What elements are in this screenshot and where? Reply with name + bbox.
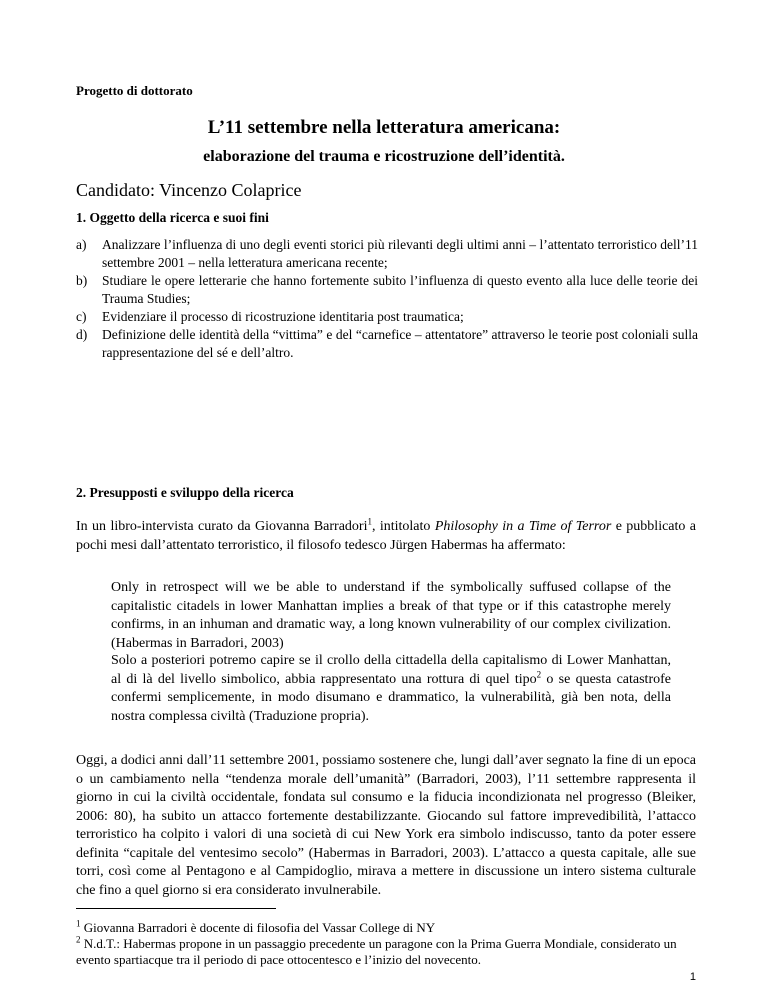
intro-text-b: , intitolato <box>371 519 435 534</box>
document-title: L’11 settembre nella letteratura americana: <box>207 117 561 138</box>
list-item <box>76 272 698 308</box>
footnote-text: N.d.T.: Habermas propone in un passaggio precedente un paragone con la Prima Guerra Mondiale, considerato un evento spartiacque tra il periodo di pace ottocentesco e l’inizio del novecento. <box>76 936 677 967</box>
list-item <box>76 326 698 362</box>
footnote-2 <box>76 936 696 968</box>
footnote-1 <box>76 920 696 936</box>
list-item <box>76 236 698 272</box>
footnote-number: 1 <box>76 918 81 929</box>
quote-english: Only in retrospect will we be able to understand if the symbolically suffused collapse of the capitalistic citadels in lower Manhattan implies a break of that type or if this catastrophe merely confirms, in an inhuman and dramatic way, a long known vulnerability of our complex civilization. (Habermas in Barradori, 2003) <box>111 580 671 651</box>
quote-italian-text-a: Solo a posteriori potremo capire se il crollo della cittadella della capitalismo di Lower Manhattan, al di là del livello simbolico, abbia rappresentato una rottura di quel tipo <box>111 653 671 687</box>
book-title: Philosophy in a Time of Terror <box>434 519 612 534</box>
footnote-ref-1: 1 <box>367 516 372 527</box>
document-subtitle: elaborazione del trauma e ricostruzione dell’identità. <box>203 148 565 165</box>
quote-italian <box>111 652 671 726</box>
intro-paragraph <box>76 518 696 555</box>
list-marker: a) <box>76 237 87 252</box>
intro-text-a: In un libro-intervista curato da Giovanna Barradori <box>76 519 368 534</box>
intro-text-c: e pubblicato a pochi mesi dall’attentato terroristico, il filosofo tedesco Jürgen Habermas ha affermato: <box>76 519 697 553</box>
list-item <box>76 308 698 326</box>
body-paragraph: Oggi, a dodici anni dall’11 settembre 2001, possiamo sostenere che, lungi dall’aver segnato la fine di un epoca o un cambiamento nella “tendenza morale dell’umanità” (Barradori, 2003), l’11 settembre rappresenta il giorno in cui la civiltà occidentale, fondata sul consumo e la fiducia incondizionata nel progresso (Bleiker, 2006: 80), ha subito un attacco fortemente destabilizzante. Giocando sul fattore imprevedibilità, l’attacco terroristico ha colpito i valori di una società di cui New York era simbolo indiscusso, tanto da poter essere definita “capitale del ventesimo secolo” (Habermas in Barradori, 2003). L’attacco a questa capitale, alle sue torri, così come al Pentagono e al Campidoglio, mirava a mettere in discussione un intero sistema culturale che fino a quel giorno si era considerato invulnerabile. <box>76 753 696 898</box>
list-item-text: Studiare le opere letterarie che hanno fortemente subito l’influenza di questo evento alla luce delle teorie dei Trauma Studies; <box>102 273 698 306</box>
document-label: Progetto di dottorato <box>76 83 193 98</box>
list-item-text: Evidenziare il processo di ricostruzione identitaria post traumatica; <box>102 309 464 324</box>
page-number: 1 <box>689 971 696 983</box>
candidate-name: Candidato: Vincenzo Colaprice <box>76 180 302 200</box>
objectives-list <box>76 236 698 362</box>
footnote-number: 2 <box>76 934 81 945</box>
footnote-ref-2: 2 <box>536 668 542 679</box>
section-1-heading: 1. Oggetto della ricerca e suoi fini <box>76 210 269 225</box>
footnote-text: Giovanna Barradori è docente di filosofia del Vassar College di NY <box>80 920 436 935</box>
section-2-heading: 2. Presupposti e sviluppo della ricerca <box>76 485 294 500</box>
list-item-text: Definizione delle identità della “vittima” e del “carnefice – attentatore” attraverso le teorie post coloniali sulla rappresentazione del sé e dell’altro. <box>102 327 698 360</box>
list-item-text: Analizzare l’influenza di uno degli eventi storici più rilevanti degli ultimi anni – l’attentato terroristico dell’11 settembre 2001 – nella letteratura americana recente; <box>102 237 698 270</box>
list-marker: b) <box>76 273 88 288</box>
list-marker: d) <box>76 327 88 342</box>
list-marker: c) <box>76 309 87 324</box>
quote-italian-text-b: o se questa catastrofe confermi semplicemente, in modo disumano e drammatico, la vulnerabilità, già ben nota, della nostra complessa civiltà (Traduzione propria). <box>111 671 671 724</box>
footnote-divider <box>76 908 276 909</box>
